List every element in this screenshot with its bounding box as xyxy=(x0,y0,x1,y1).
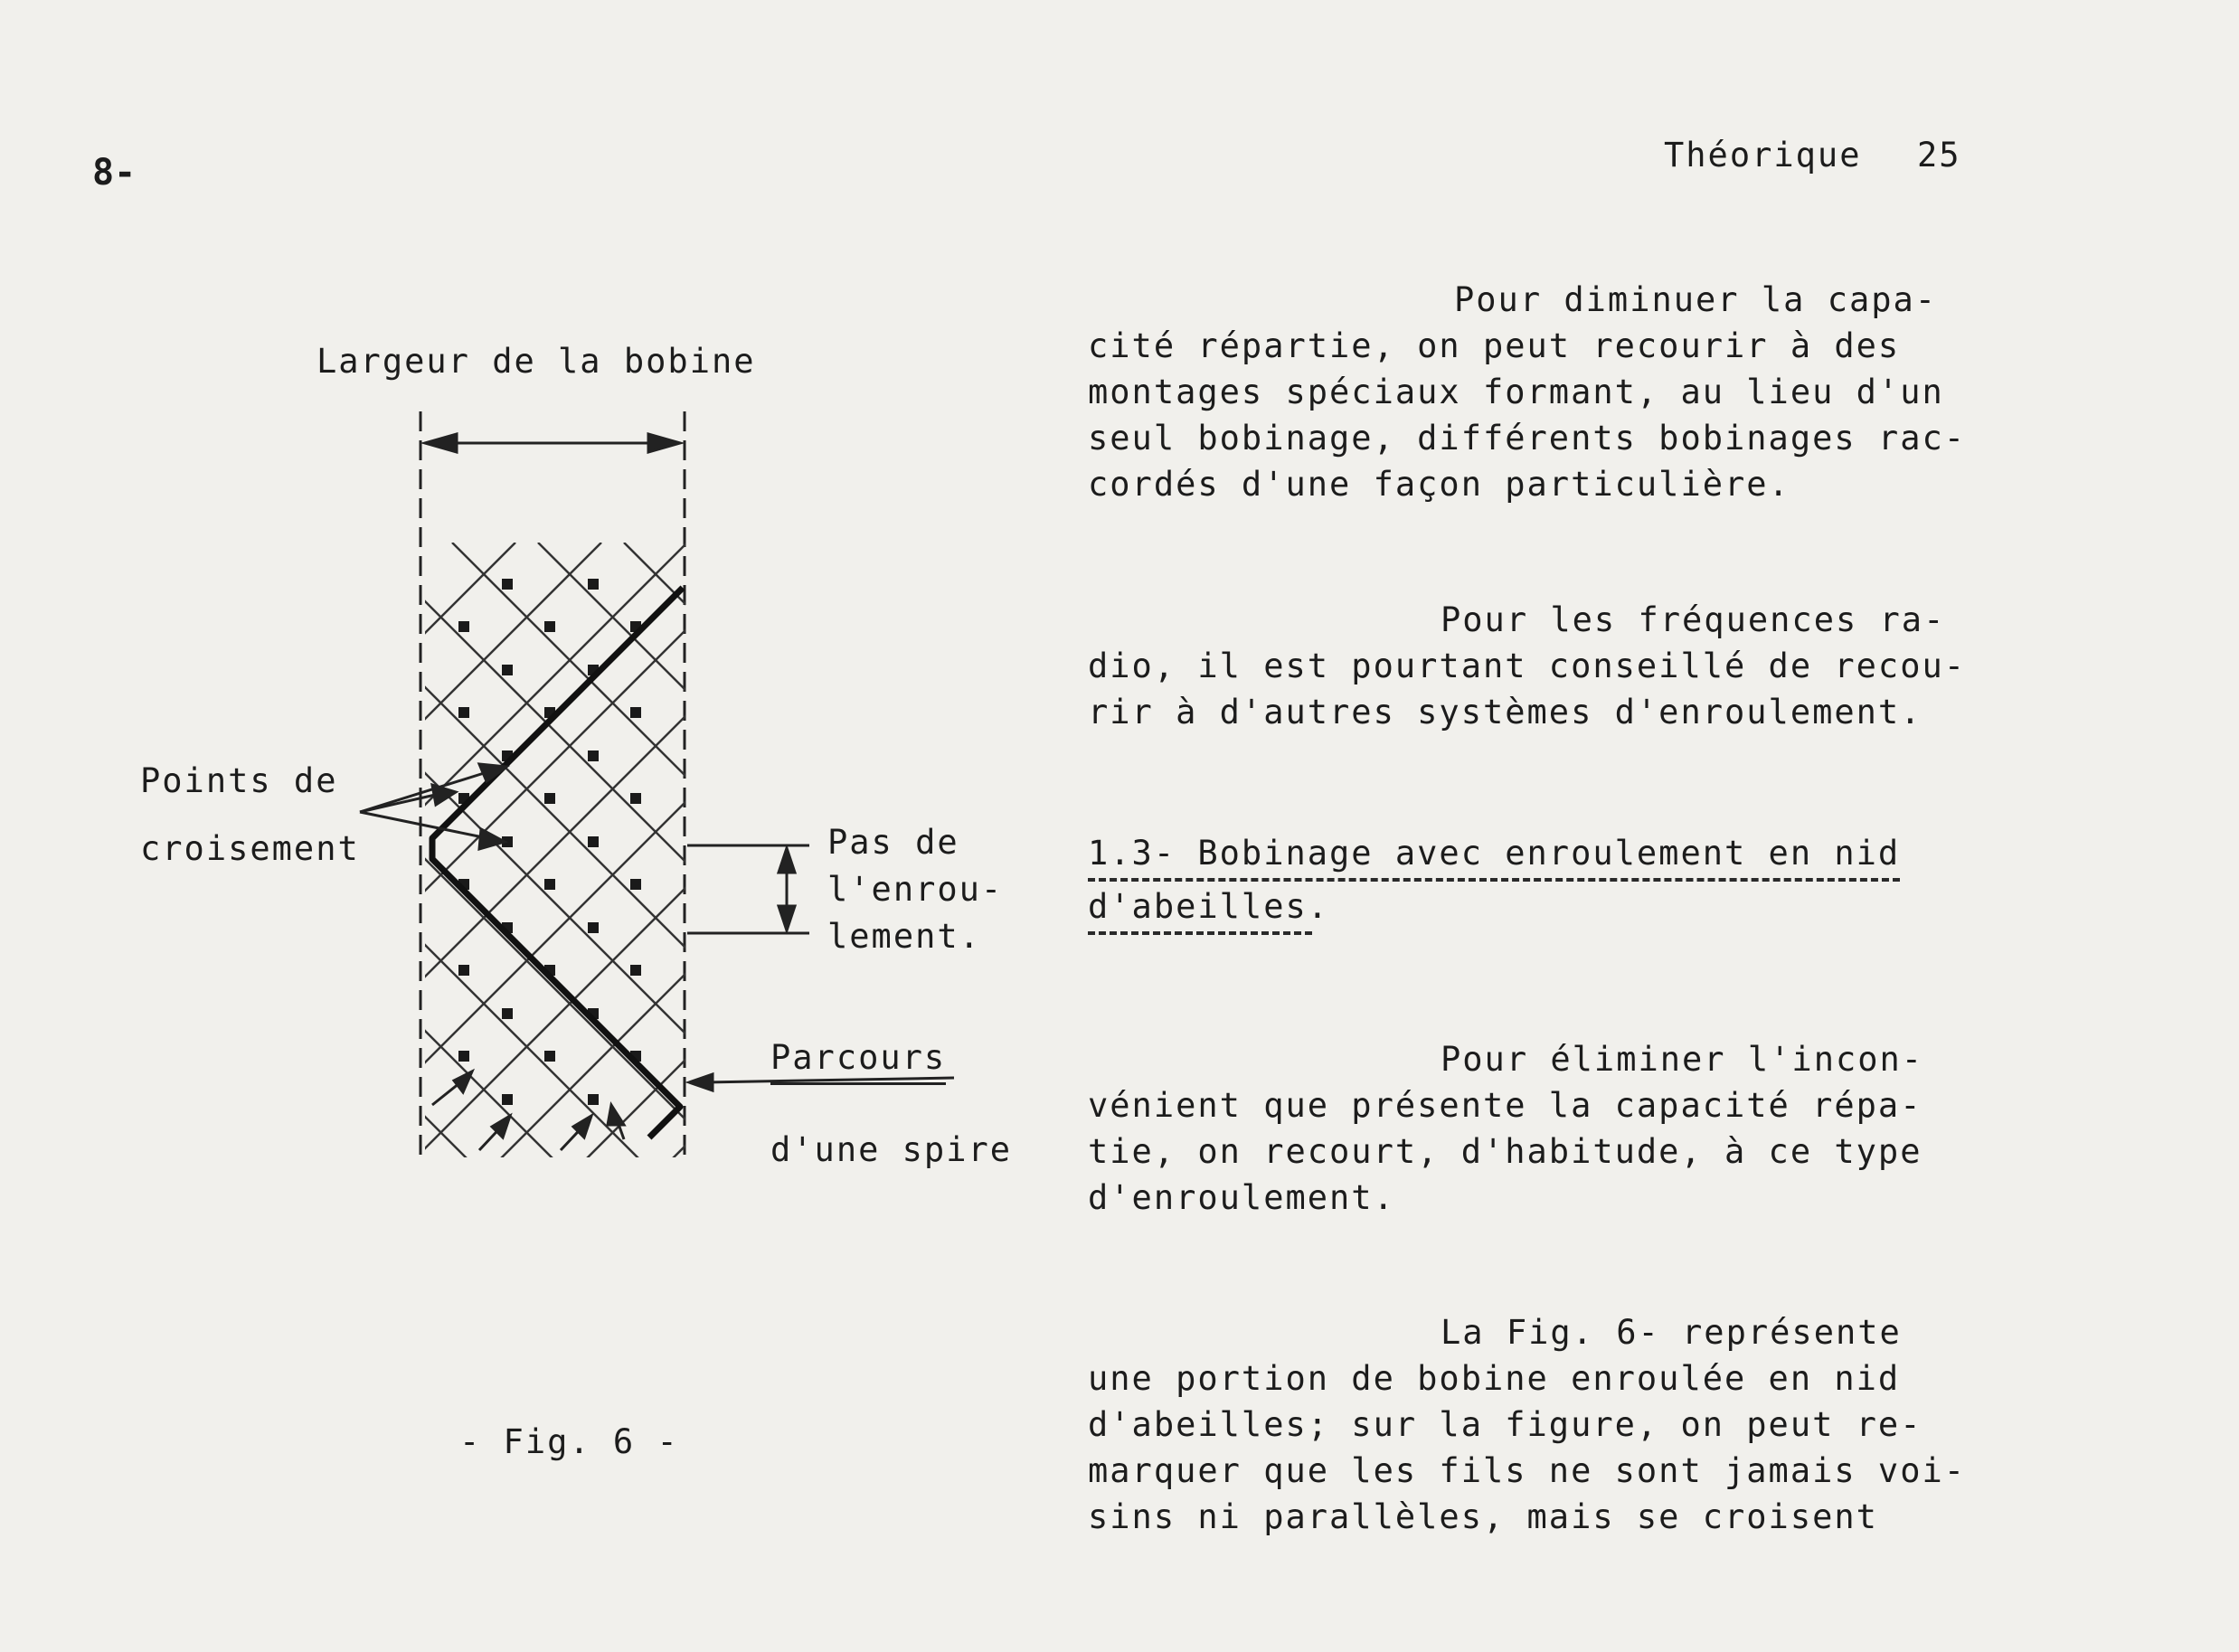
paragraph-2 xyxy=(1088,597,2064,735)
text-line: d'enroulement. xyxy=(1088,1178,1395,1217)
pitch-label-1: Pas de xyxy=(827,823,959,862)
text-line: d'abeilles; sur la figure, on peut re- xyxy=(1088,1405,1923,1444)
text-line: rir à d'autres systèmes d'enroulement. xyxy=(1088,693,1923,732)
text-line: une portion de bobine enroulée en nid xyxy=(1088,1359,1901,1398)
honeycomb-coil-diagram xyxy=(0,0,1040,1492)
header-page-number: 25 xyxy=(1917,136,1961,175)
pitch-label-2: l'enrou- xyxy=(827,870,1004,909)
paragraph-1 xyxy=(1088,277,2064,507)
crossing-points-label-2: croisement xyxy=(140,829,360,868)
crossing-points-label-1: Points de xyxy=(140,761,338,800)
paragraph-4 xyxy=(1088,1309,2064,1540)
text-line: cordés d'une façon particulière. xyxy=(1088,465,1790,504)
pitch-dimension xyxy=(687,845,809,933)
paragraph-3 xyxy=(1088,1036,2064,1221)
width-dimension xyxy=(420,411,685,1157)
text-line: seul bobinage, différents bobinages rac- xyxy=(1088,419,1967,458)
lattice-wires xyxy=(0,543,1040,1492)
text-line: Pour les fréquences ra- xyxy=(1441,600,1946,639)
text-line: montages spéciaux formant, au lieu d'un xyxy=(1088,373,1944,411)
text-line: Pour éliminer l'incon- xyxy=(1441,1040,1924,1079)
section-heading xyxy=(1088,830,1900,937)
figure-caption: - Fig. 6 - xyxy=(459,1422,679,1461)
text-line: marquer que les fils ne sont jamais voi- xyxy=(1088,1451,1967,1490)
text-line: tie, on recourt, d'habitude, à ce type xyxy=(1088,1132,1923,1171)
text-line: vénient que présente la capacité répa- xyxy=(1088,1086,1923,1125)
section-heading-line-2: d'abeilles. xyxy=(1088,883,1312,935)
text-line: sins ni parallèles, mais se croisent xyxy=(1088,1497,1878,1536)
text-line: dio, il est pourtant conseillé de recou- xyxy=(1088,647,1967,685)
text-line: cité répartie, on peut recourir à des xyxy=(1088,326,1901,365)
text-line: Pour diminuer la capa- xyxy=(1454,280,1938,319)
running-header: Théorique xyxy=(1664,136,1862,175)
figure-title: Largeur de la bobine xyxy=(316,342,756,381)
section-heading-line-1: 1.3- Bobinage avec enroulement en nid xyxy=(1088,830,1900,882)
spire-path-label-2: d'une spire xyxy=(770,1130,1013,1169)
page-number: 8- xyxy=(92,152,137,194)
spire-path-label-1: Parcours xyxy=(770,1038,946,1085)
pitch-label-3: lement. xyxy=(827,917,981,956)
text-line: La Fig. 6- représente xyxy=(1441,1313,1902,1352)
